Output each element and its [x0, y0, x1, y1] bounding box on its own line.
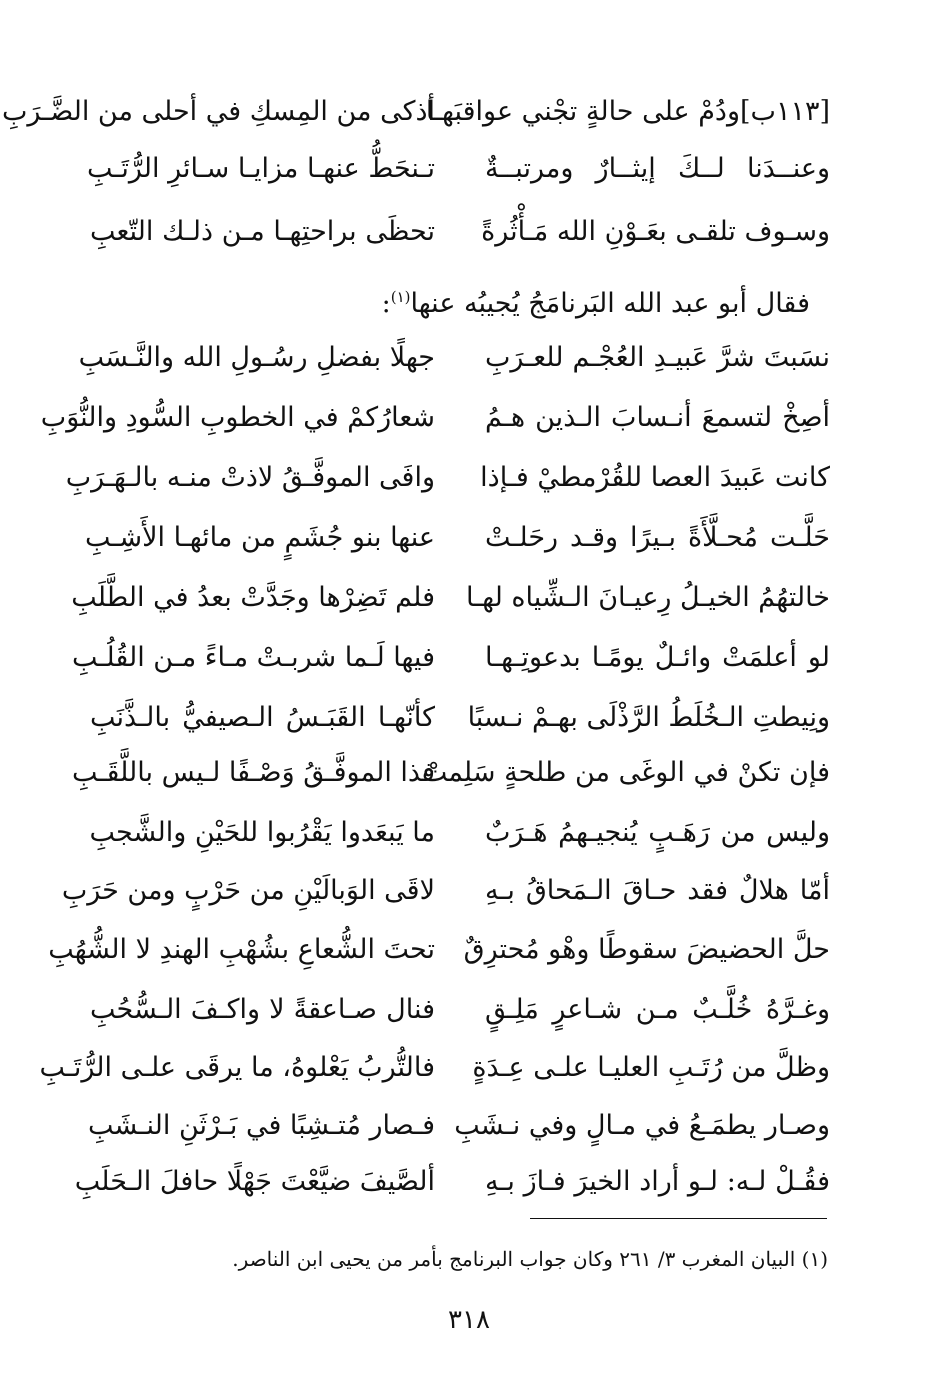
verse-first-hemistich: فقُـلْ لـه: لـو أراد الخيرَ فـازَ بـهِ [485, 1166, 830, 1197]
verse-line [39, 1040, 830, 1096]
verse-first-hemistich: وصـار يطمَـعُ في مـالٍ وفي نـشَبِ [454, 1110, 830, 1141]
page-number: ٣١٨ [448, 1305, 490, 1335]
verse-second-hemistich: ألصَّيفَ ضيَّعْتَ جَهْلًا حافلَ الـحَلَبِ [74, 1166, 435, 1197]
verse-first-hemistich: وغـرَّهُ خُلَّـبٌ مـن شـاعرٍ مَلِـقٍ [485, 994, 830, 1025]
verse-second-hemistich: تـنحَطُّ عنهـا مزايـا سـائرِ الرُّتَـبِ [86, 153, 435, 184]
verse-first-hemistich: [١١٣ب]ودُمْ على حالةٍ تجْني عواقبَهـا [425, 96, 830, 127]
intro-colon: : [381, 288, 391, 319]
verse-line [90, 204, 830, 260]
verse-line [72, 745, 830, 801]
verse-first-hemistich: كانت عَبيدَ العصا للقُرْمطيْ فـإذا [480, 462, 830, 493]
verse-first-hemistich: خالتهُمُ الخيـلُ رِعيـانَ الـشِّياه لهـا [465, 582, 830, 613]
verse-second-hemistich: عنها بنو جُشَمٍ من مائهـا الأَشِـبِ [85, 522, 435, 553]
footnote-separator [530, 1218, 827, 1219]
verse-line [90, 805, 830, 861]
verse-line [71, 570, 830, 626]
verse-line [1, 84, 830, 140]
verse-second-hemistich: أذكى من المِسكِ في أحلى من الضَّـرَبِ [1, 96, 435, 127]
verse-second-hemistich: فنال صـاعقةً لا واكـفَ الـسُّحُبِ [90, 994, 435, 1025]
verse-line [90, 982, 830, 1038]
verse-first-hemistich: فإن تكنْ في الوغَى من طلحةٍ سَلِمتْ [421, 757, 830, 788]
verse-second-hemistich: تحظَى براحتِهـا مـن ذلـك التّعبِ [90, 216, 435, 247]
verse-first-hemistich: أصِخْ لتسمعَ أنـسابَ الـذين هـمُ [485, 402, 830, 433]
verse-second-hemistich: لاقَى الوَبالَيْنِ من حَرْبٍ ومن حَرَبِ [61, 875, 435, 906]
verse-line [61, 863, 830, 919]
verse-first-hemistich: ونِيطتِ الـخُلَطُ الرَّذْلَى بهـمْ نـسبًا [467, 702, 830, 733]
verse-second-hemistich: فلم تَضِرْها وجَدَّتْ بعدُ في الطَّلَبِ [71, 582, 435, 613]
verse-first-hemistich: لو أعلمَتْ وائـلٌ يومًـا بدعوتِـهـا [485, 642, 830, 673]
verse-line [86, 141, 830, 197]
verse-first-hemistich: وظلَّ من رُتَـبِ العليـا علـى عِـدَةٍ [472, 1052, 830, 1083]
verse-line [90, 690, 830, 746]
intro-line [210, 277, 810, 324]
verse-first-hemistich: حلَّ الحضيضَ سقوطًا وهْو مُحترِقٌ [463, 934, 830, 965]
verse-second-hemistich: وافَى الموفَّـقُ لاذتْ منـه بالـهَـرَبِ [65, 462, 435, 493]
verse-second-hemistich: فيها لَـما شربـتْ مـاءً مـن القُلُـبِ [71, 642, 435, 673]
intro-text: فقال أبو عبد الله البَرنامَجُ يُجيبُه عنها [410, 288, 810, 319]
verse-second-hemistich: تحتَ الشُّعاعِ بشُهْبِ الهندِ لا الشُّهُبِ [48, 934, 435, 965]
verse-line [74, 1154, 830, 1210]
verse-second-hemistich: جهلًا بفضلِ رسُـولِ الله والنَّـسَبِ [78, 342, 435, 373]
verse-first-hemistich: وليس من رَهَـبٍ يُنجيـهمُ هَـرَبٌ [485, 817, 830, 848]
verse-first-hemistich: وسـوف تلقـى بعَـوْنِ الله مَـأْثُرةً [481, 216, 830, 247]
verse-second-hemistich: كأنّهـا القَبَـسُ الـصيفيُّ بالـذَّنَبِ [90, 702, 435, 733]
verse-first-hemistich: وعنــدَنا لــكَ إيثــارٌ ومرتبــةٌ [485, 153, 830, 184]
verse-second-hemistich: فالتُّربُ يَعْلوهُ، ما يرقَى علـى الرُّتَـبِ [39, 1052, 435, 1083]
footnote-marker: (١) [390, 288, 411, 306]
verse-line [48, 922, 830, 978]
footnote: (١) البيان المغرب ٣/ ٢٦١ وكان جواب البرنامج بأمر من يحيى ابن الناصر. [232, 1247, 828, 1271]
verse-second-hemistich: ما يَبعَدوا يَقْرُبوا للحَيْنِ والشَّجبِ [89, 817, 435, 848]
verse-line [90, 1098, 830, 1154]
verse-line [85, 510, 830, 566]
verse-second-hemistich: فـصار مُتـشِبًا في بَـرْثَنِ النـشَبِ [88, 1110, 435, 1141]
verse-first-hemistich: نسَبتَ شرَّ عَبيـدِ العُجْـم للعـرَبِ [485, 342, 830, 373]
verse-first-hemistich: حَلَّـت مُحـلَّأَةً بـيرًا وقـد رحَلـتْ [485, 522, 830, 553]
verse-line [65, 450, 830, 506]
verse-line [40, 390, 830, 446]
verse-second-hemistich: فذا الموفَّـقُ وَصْـفًا لـيس باللَّقَـبِ [72, 757, 435, 788]
verse-second-hemistich: شعارُكمْ في الخطوبِ السُّودِ والنُّوَبِ [40, 402, 435, 433]
verse-line [78, 330, 830, 386]
verse-first-hemistich: أمّا هلالٌ فقد حـاقَ الـمَحاقُ بـهِ [485, 875, 830, 906]
verse-line [71, 630, 830, 686]
